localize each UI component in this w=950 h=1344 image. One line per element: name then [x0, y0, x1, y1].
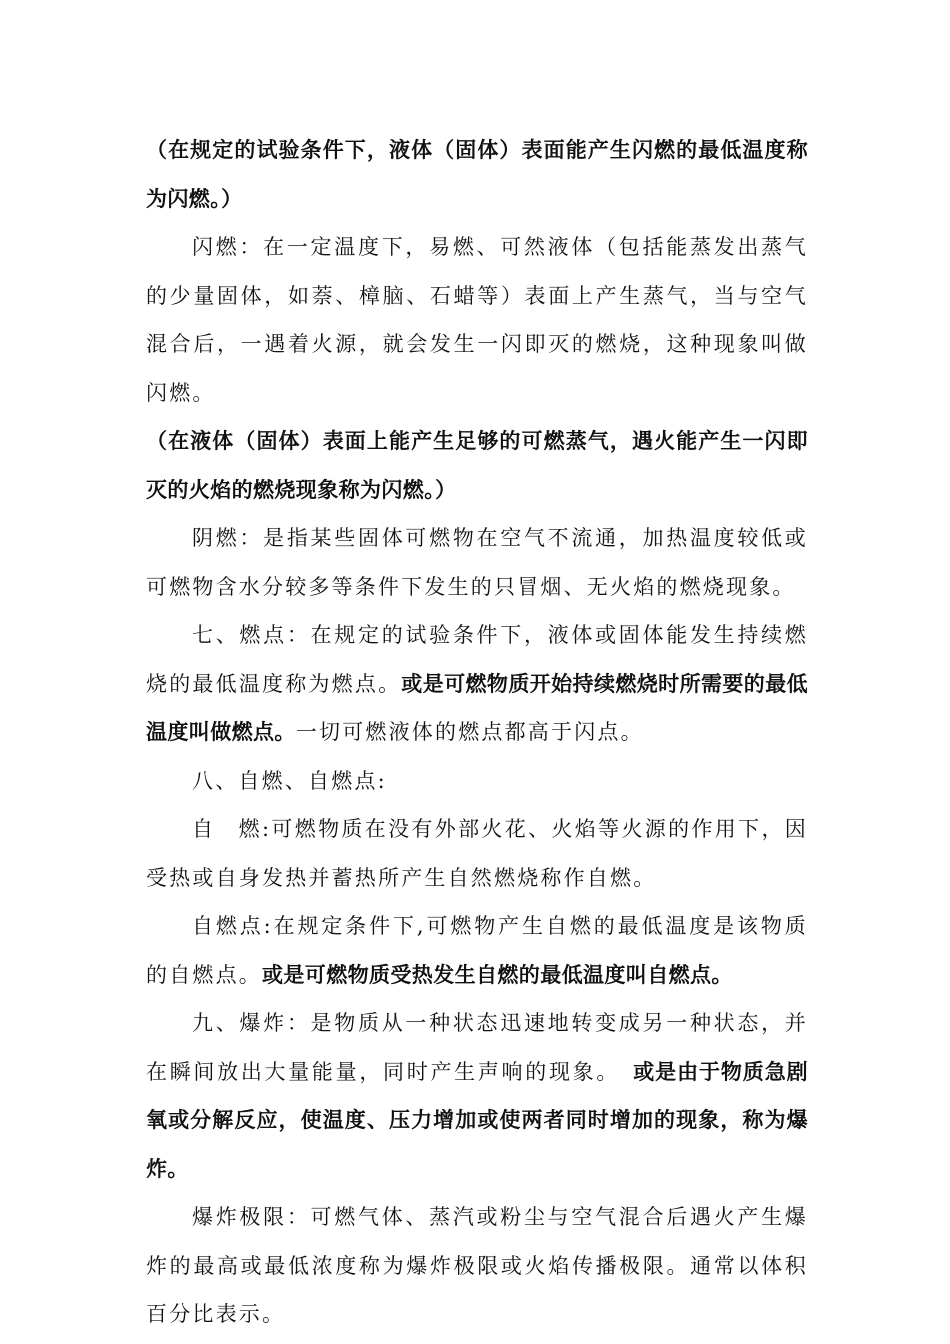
- document-page: [146, 126, 808, 1339]
- text-run: 爆炸极限：可燃气体、蒸汽或粉尘与空气混合后遇火产生爆炸的最高或最低浓度称为爆炸极限或火焰传播极限。通常以体积百分比表示。: [146, 1205, 808, 1326]
- paragraph-flash-alternative: [146, 417, 808, 514]
- paragraph-ignition-point: [146, 611, 808, 757]
- paragraph-flash-definition-note: [146, 126, 808, 223]
- text-run: 九、爆炸：是物质从一种状态迅速地转变成另一种状态，并在瞬间放出大量能量，同时产生声响的现象。: [146, 1011, 808, 1084]
- text-run: 阴燃：是指某些固体可燃物在空气不流通，加热温度较低或可燃物含水分较多等条件下发生的只冒烟、无火焰的燃烧现象。: [146, 526, 808, 599]
- text-run: 七、燃点：在规定的试验条件下，液体或固体能发生持续燃烧的最低温度称为燃点。: [146, 623, 808, 696]
- text-run-bold: 或是可燃物质受热发生自燃的最低温度叫自燃点。: [262, 962, 733, 987]
- paragraph-autoignition: [146, 805, 808, 902]
- paragraph-flash-definition: [146, 223, 808, 417]
- text-run: 一切可燃液体的燃点都高于闪点。: [295, 720, 644, 744]
- text-run: （在规定的试验条件下，液体（固体）表面能产生闪燃的最低温度称为闪燃。）: [146, 138, 808, 211]
- paragraph-explosion: [146, 999, 808, 1193]
- text-run: 闪燃：在一定温度下，易燃、可然液体（包括能蒸发出蒸气的少量固体，如萘、樟脑、石蜡等）表面上产生蒸气，当与空气混合后，一遇着火源，就会发生一闪即灭的燃烧，这种现象叫做闪燃。: [146, 235, 808, 405]
- text-run: 自 燃:可燃物质在没有外部火花、火焰等火源的作用下，因受热或自身发热并蓄热所产生自然燃烧称作自燃。: [146, 817, 808, 890]
- text-run-bold: 或是由于物质急剧氧或分解反应，使温度、压力增加或使两者同时增加的现象，称为爆炸。: [146, 1059, 809, 1181]
- text-run: 自燃点:在规定条件下,可燃物产生自燃的最低温度是该物质的自燃点。: [146, 914, 808, 987]
- text-run: （在液体（固体）表面上能产生足够的可燃蒸气，遇火能产生一闪即灭的火焰的燃烧现象称为闪燃。）: [146, 429, 808, 502]
- paragraph-smoldering: [146, 514, 808, 611]
- text-run-bold: 或是可燃物质开始持续燃烧时所需要的最低温度叫做燃点。: [146, 671, 808, 744]
- paragraph-explosion-limit: [146, 1193, 808, 1339]
- text-run: 八、自燃、自燃点:: [192, 768, 387, 793]
- section-heading-autoignition: [146, 757, 808, 806]
- paragraph-autoignition-point: [146, 902, 808, 999]
